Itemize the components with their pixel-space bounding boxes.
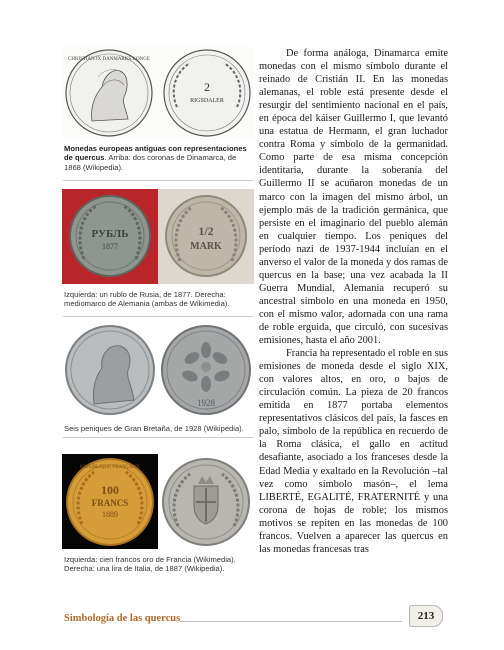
figure-franc-lira xyxy=(62,454,254,549)
franc-value: 100 xyxy=(101,483,119,497)
caption-3-divider xyxy=(63,437,253,438)
caption-3: Seis peniques de Gran Bretaña, de 1928 (Wikipedia). xyxy=(64,424,244,433)
franc-lira-photo xyxy=(62,454,254,549)
halfmark-denomination: MARK xyxy=(190,241,222,252)
page-number: 213 xyxy=(409,605,443,627)
rouble-year: 1877 xyxy=(102,242,118,251)
caption-4: Izquierda: cien francos oro de Francia (Wikimedia). Derecha: una lira de Italia, de 1887 (Wikipedia). xyxy=(64,555,236,574)
franc-legend: REPUBLIQUE FRANÇAISE xyxy=(79,465,141,470)
body-text xyxy=(259,47,448,556)
sixpence-year: 1928 xyxy=(197,398,215,408)
caption-1-text: . Arriba: dos coronas de Dinamarca, de 1868 (Wikipedia). xyxy=(64,153,237,172)
danish-coins-illustration xyxy=(62,47,254,139)
coin1-legend: CHRISTIAN IX DANMARKS KONGE xyxy=(68,57,150,62)
paragraph-1: De forma análoga, Dinamarca emite monedas con el mismo símbolo durante el reinado de Cristián II. En las monedas alemanas, el roble está presente desde el resurgir del sentimiento nacional en el país, en época del káiser Guillermo I, que levantó una estatua de Hermann, el gran luchador contra Roma y símbolo de la germanidad. Como parte de esa misma concepción identitaria, durante la soberanía del Guillermo II se acuñaron monedas de un marco con la imagen del mismo árbol, un ejemplo más de la tradición germánica, que persiste en el imaginario del pueblo alemán en cualquier tiempo. Los peniques del período nazi de 1937-1944 incluían en el anverso el valor de la moneda y dos ramas de quercus en la base; una vez acabada la II Guerra Mundial, Alemania recuperó su ancestral símbolo en una moneda en 1950, con el mismo valor, adornada con una rama de roble erguida, que circuló, con sucesivas emisiones, hasta el año 2001. xyxy=(259,48,448,347)
figure-rouble-mark xyxy=(62,189,254,284)
caption-1-bold: Monedas europeas antiguas con representaciones de quercus xyxy=(64,144,247,163)
caption-1 xyxy=(64,144,254,172)
figure-sixpence xyxy=(62,322,254,418)
franc-denomination: FRANCS xyxy=(91,498,129,508)
halfmark-value: 1/2 xyxy=(198,224,214,238)
figure-danish-coins xyxy=(62,47,254,139)
caption-2: Izquierda: un rublo de Rusia, de 1877. Derecha: mediomarco de Alemania (ambas de Wikimedia). xyxy=(64,290,230,309)
coin2-value: 2 xyxy=(204,80,210,94)
sixpence-photo xyxy=(62,322,254,418)
rouble-mark-photo xyxy=(62,189,254,284)
footer-title: Simbología de las quercus xyxy=(64,613,181,624)
footer-rule xyxy=(180,621,402,622)
coin2-denomination: RIGSDALER xyxy=(190,98,224,104)
franc-year: 1889 xyxy=(102,510,118,519)
caption-2-divider xyxy=(63,316,253,317)
paragraph-2: Francia ha representado el roble en sus emisiones de moneda desde el siglo XIX, con valores altos, en oro, o bajos de circulación común. La pieza de 20 francos emitida en 1877 portaba elementos representativos clásicos del país, la fasces en palo, símbolo de la república en recuerdo de la Roma clásica, el gallo en actitud desafiante, asociado a los franceses desde la Edad Media y exaltado en la Revolución –tal vez como símbolo masón–, el lema LIBERTÉ, EGALITÉ, FRATERNITÉ y una corona de hojas de roble; los mismos motivos se repiten en las monedas de 100 francos. Vuelven a aparecer las quercus en las monedas francesas tras xyxy=(259,348,448,555)
rouble-value: РУБЛЬ xyxy=(91,228,129,240)
caption-1-divider xyxy=(63,180,253,181)
